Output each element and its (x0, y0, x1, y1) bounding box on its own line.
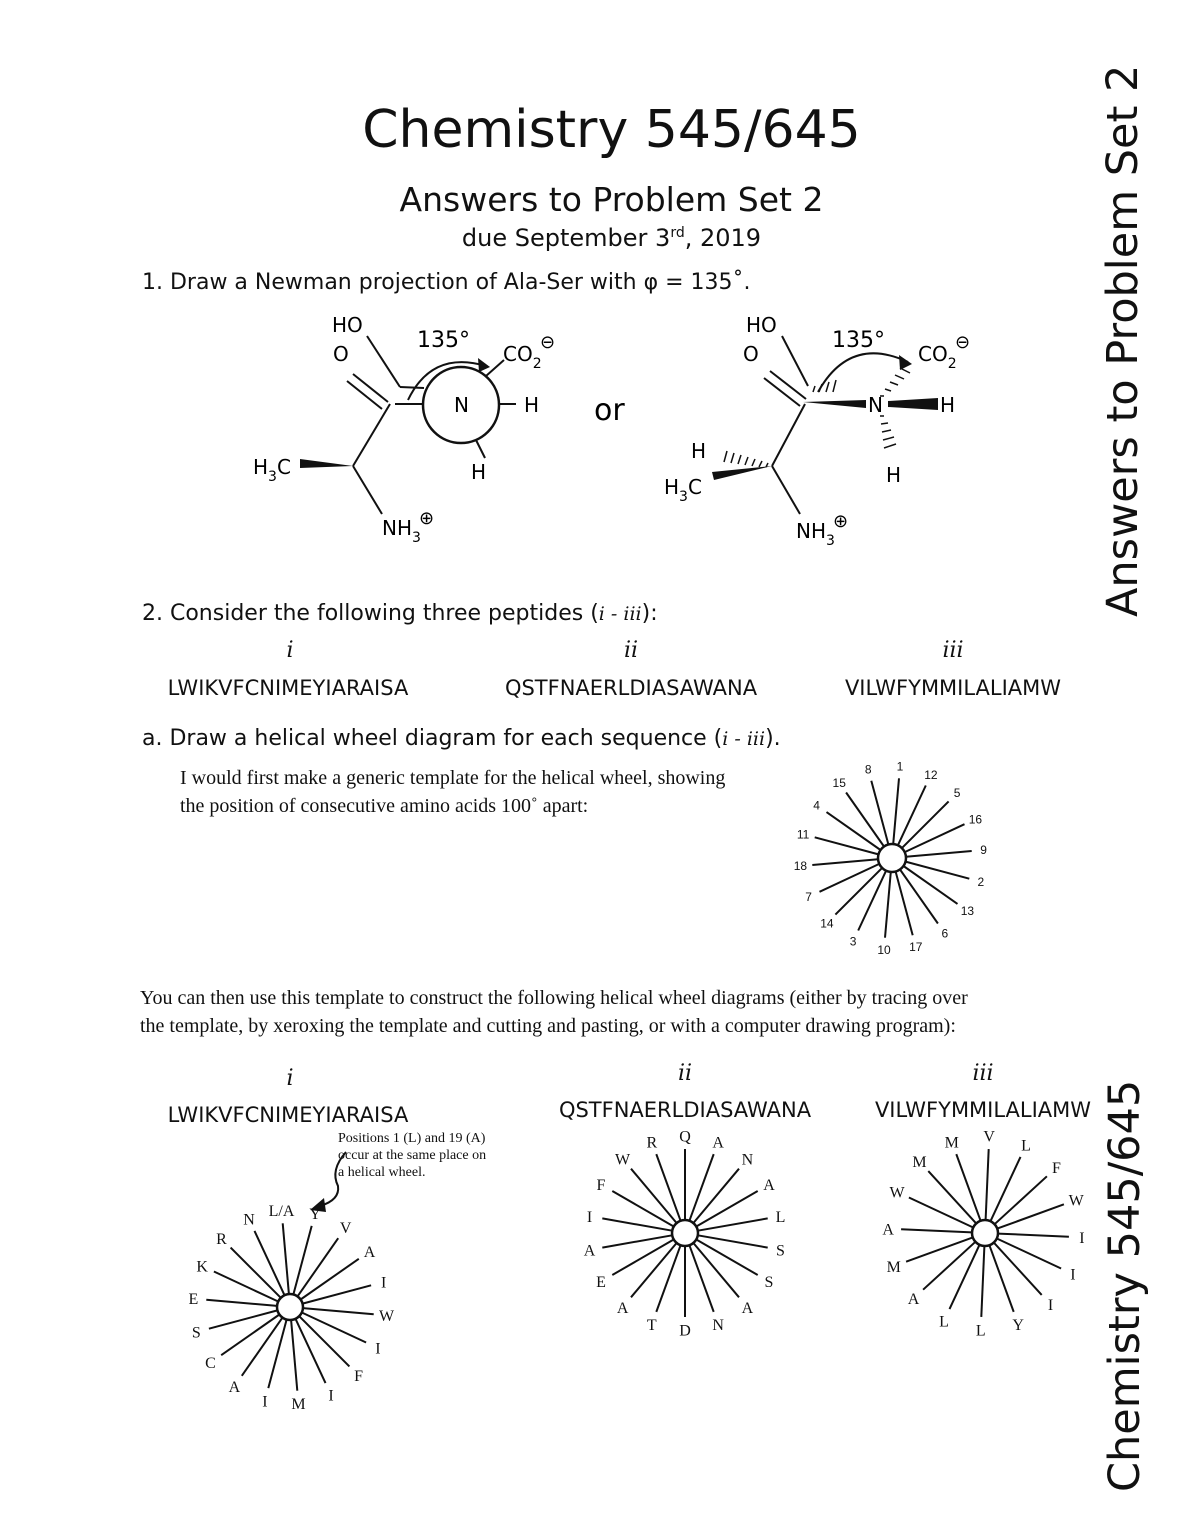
template-position-label: 4 (813, 798, 820, 813)
label-angle: 135° (417, 328, 470, 353)
wheel-spoke (923, 1242, 975, 1290)
wheel-sequence-ii: QSTFNAERLDIASAWANA (558, 1098, 812, 1122)
wheel-residue-label: I (328, 1387, 334, 1405)
wheel-residue-label: A (583, 1242, 596, 1260)
wheel-residue-label: A (882, 1221, 894, 1239)
wheel-spoke (885, 872, 891, 938)
wheel-spoke (835, 868, 882, 915)
wheel-sequence-iii: VILWFYMMILALIAMW (874, 1098, 1092, 1122)
label-or: or (594, 393, 625, 428)
peptide-label-iii: iii (942, 638, 964, 663)
label-n: N (868, 393, 883, 417)
wheel-spoke (893, 778, 899, 844)
side-tab-course: Chemistry 545/645 (1100, 1079, 1150, 1492)
wheel-residue-label: V (339, 1220, 352, 1238)
label-h: H (691, 439, 707, 463)
wheel-residue-label: R (646, 1134, 658, 1152)
wheel-spoke (986, 1149, 989, 1220)
wheel-spoke (997, 1239, 1061, 1269)
wheel-residue-label: F (596, 1177, 606, 1195)
sawhorse-projection-right (664, 313, 970, 549)
label-plus: ⊕ (419, 508, 435, 529)
wheel-spoke (293, 1226, 311, 1295)
wheel-residue-label: I (586, 1208, 593, 1226)
side-tab-answers: Answers to Problem Set 2 (1098, 64, 1148, 617)
label-ho: HO (332, 313, 363, 337)
helical-wheel-template (760, 760, 1010, 970)
wheel-spoke (656, 1245, 680, 1312)
wheel-residue-label: L (1021, 1137, 1031, 1155)
wheel-residue-label: A (363, 1244, 376, 1261)
wheel-spoke (689, 1154, 713, 1221)
wheel-residue-label: L (975, 1322, 986, 1340)
wheel-spoke (303, 1308, 374, 1314)
peptide-sequence-i: LWIKVFCNIMEYIARAISA (167, 676, 409, 700)
peptide-sequence-ii: QSTFNAERLDIASAWANA (504, 676, 758, 700)
wheel-hub (878, 844, 906, 872)
wheel-label-iii: iii (972, 1061, 994, 1086)
paragraph-line-2: the template, by xeroxing the template and cutting and pasting, or with a computer drawing program): (140, 1015, 956, 1037)
wheel-spoke (989, 1245, 1013, 1312)
peptide-sequence-iii: VILWFYMMILALIAMW (844, 676, 1062, 700)
template-position-label: 12 (924, 767, 938, 782)
label-minus: ⊖ (540, 332, 556, 353)
template-position-label: 18 (793, 859, 808, 874)
wheel-spoke (858, 871, 886, 931)
wheel-spoke (283, 1223, 289, 1294)
wheel-spoke (906, 851, 972, 857)
wheel-residue-label: T (646, 1316, 657, 1334)
template-position-label: 15 (832, 775, 846, 790)
question-a: a. Draw a helical wheel diagram for each sequence (i - iii). (142, 726, 781, 751)
template-position-label: 10 (877, 942, 891, 957)
helical-wheel-i (170, 1190, 410, 1420)
wheel-spoke (898, 786, 926, 846)
wheel-spoke (905, 824, 965, 852)
label-o: O (333, 342, 349, 366)
hashed-bond (724, 368, 910, 467)
due-date: due September 3rd, 2019 (461, 224, 762, 252)
wheel-spoke (906, 862, 970, 879)
template-position-label: 6 (941, 926, 949, 941)
wheel-residue-label: M (291, 1396, 306, 1414)
wheel-residue-label: Y (309, 1205, 321, 1223)
peptide-label-ii: ii (623, 638, 639, 663)
note-text: Positions 1 (L) and 19 (A) occur at the same place on a helical wheel. (338, 1131, 487, 1180)
label-co2: $CO_2$ (503, 342, 542, 372)
template-position-label: 3 (849, 934, 857, 949)
page-title: Chemistry 545/645 (362, 100, 861, 160)
wheel-residue-label: A (741, 1299, 754, 1317)
template-position-label: 2 (977, 875, 985, 889)
wheel-residue-label: E (188, 1291, 199, 1309)
newman-projections (0, 0, 1190, 600)
template-position-label: 8 (864, 762, 872, 777)
wheel-spoke (656, 1154, 680, 1221)
helical-wheel-ii (560, 1115, 810, 1345)
wheel-sequence-i: LWIKVFCNIMEYIARAISA (167, 1103, 409, 1127)
wheel-spoke (291, 1320, 297, 1391)
wheel-residue-label: W (615, 1151, 631, 1169)
template-position-label: 17 (909, 940, 923, 955)
template-position-label: 1 (896, 760, 904, 774)
wheel-residue-label: N (741, 1151, 754, 1169)
wheel-residue-label: S (776, 1242, 785, 1260)
wheel-spoke (820, 864, 880, 892)
wheel-residue-label: M (886, 1258, 901, 1276)
question-2: 2. Consider the following three peptides (i - iii): (142, 601, 658, 626)
label-angle: 135° (832, 328, 885, 353)
wheel-spoke (909, 1198, 973, 1228)
wheel-residue-label: Y (1012, 1316, 1024, 1334)
helical-wheel-iii (860, 1115, 1110, 1345)
wheel-residue-label: S (191, 1324, 201, 1342)
wheel-spoke (815, 837, 879, 854)
wheel-residue-label: L (939, 1313, 949, 1331)
wheel-residue-label: M (912, 1154, 927, 1172)
label-minus: ⊖ (955, 332, 971, 353)
wheel-residue-label: C (205, 1355, 216, 1373)
wheel-residue-label: D (679, 1322, 691, 1340)
wheel-spoke (928, 1171, 976, 1223)
label-h: H (524, 393, 540, 417)
wheel-residue-label: A (712, 1134, 724, 1152)
label-h3c: $H_3C$ (253, 455, 291, 485)
wheel-spoke (906, 1237, 973, 1261)
wheel-residue-label: I (381, 1274, 387, 1292)
template-position-label: 5 (953, 786, 961, 801)
label-nh3: $NH_3$ (796, 519, 835, 549)
wheel-residue-label: A (228, 1379, 241, 1397)
wheel-residue-label: N (243, 1211, 255, 1229)
wheel-residue-label: R (216, 1231, 227, 1248)
template-position-label: 9 (980, 843, 987, 858)
label-h: H (940, 393, 956, 417)
label-h3c: $H_3C$ (664, 475, 702, 505)
wheel-label-i: i (286, 1066, 294, 1091)
wheel-hub (672, 1220, 698, 1246)
wheel-spoke (995, 1176, 1047, 1224)
wheel-residue-label: M (944, 1134, 959, 1152)
wheel-spoke (206, 1300, 277, 1306)
wheel-spoke (981, 1246, 984, 1317)
wheel-spoke (871, 781, 888, 845)
template-position-label: 16 (968, 812, 983, 827)
wheel-spoke (689, 1245, 713, 1312)
wheel-spoke (812, 859, 878, 865)
label-co2: $CO_2$ (918, 342, 957, 372)
wheel-residue-label: W (889, 1184, 905, 1202)
template-position-label: 11 (796, 827, 810, 842)
peptide-label-i: i (286, 638, 294, 663)
page-subtitle: Answers to Problem Set 2 (399, 180, 824, 219)
wheel-spoke (998, 1234, 1069, 1237)
label-plus: ⊕ (833, 511, 849, 532)
wheel-residue-label: F (1052, 1160, 1061, 1178)
wheel-residue-label: W (1068, 1192, 1084, 1210)
wheel-spoke (956, 1154, 980, 1221)
wheel-residue-label: I (1047, 1297, 1054, 1315)
wheel-residue-label: F (354, 1368, 364, 1386)
wheel-spoke (303, 1285, 372, 1303)
wheel-residue-label: Q (679, 1128, 691, 1146)
wheel-spoke (991, 1157, 1021, 1221)
wheel-residue-label: I (262, 1393, 268, 1411)
label-h: H (471, 460, 487, 484)
wheel-spoke (902, 801, 949, 848)
wheel-residue-label: L (775, 1208, 786, 1226)
template-position-label: 14 (820, 916, 834, 931)
wheel-spoke (268, 1320, 286, 1389)
label-h: H (886, 463, 902, 487)
wheel-residue-label: L/A (268, 1203, 295, 1220)
wheel-residue-label: E (596, 1274, 606, 1292)
wheel-residue-label: V (983, 1128, 995, 1146)
wheel-spoke (209, 1310, 278, 1328)
wheel-spoke (901, 1229, 972, 1232)
label-o: O (743, 342, 759, 366)
wheel-spoke (896, 872, 913, 936)
label-n: N (454, 393, 469, 417)
wheel-spoke (950, 1245, 980, 1309)
wheel-residue-label: W (379, 1308, 395, 1326)
label-nh3: $NH_3$ (382, 516, 421, 546)
wheel-hub (277, 1294, 303, 1320)
wheel-residue-label: I (375, 1340, 381, 1358)
template-position-label: 13 (960, 904, 975, 918)
wheel-residue-label: K (196, 1258, 208, 1276)
wheel-residue-label: S (764, 1274, 774, 1292)
newman-projection-left (253, 313, 555, 546)
wheel-spoke (997, 1204, 1064, 1228)
wheel-hub (972, 1220, 998, 1246)
question-1: 1. Draw a Newman projection of Ala-Ser with φ = 135˚. (142, 270, 751, 295)
paragraph-line-1: You can then use this template to construct the following helical wheel diagrams (either by tracing over (140, 987, 968, 1009)
wheel-residue-label: N (712, 1316, 724, 1334)
wheel-residue-label: I (1079, 1229, 1085, 1247)
wheel-residue-label: A (763, 1177, 775, 1195)
explanation-line-2: the position of consecutive amino acids 100˚ apart: (180, 795, 589, 817)
template-position-label: 7 (805, 890, 812, 905)
wheel-label-ii: ii (677, 1061, 693, 1086)
wheel-spoke (994, 1243, 1042, 1295)
wheel-residue-label: I (1070, 1266, 1076, 1284)
explanation-line-1: I would first make a generic template for the helical wheel, showing (180, 767, 726, 789)
wheel-residue-label: A (907, 1291, 920, 1309)
wheel-residue-label: A (616, 1299, 629, 1317)
label-ho: HO (746, 313, 777, 337)
